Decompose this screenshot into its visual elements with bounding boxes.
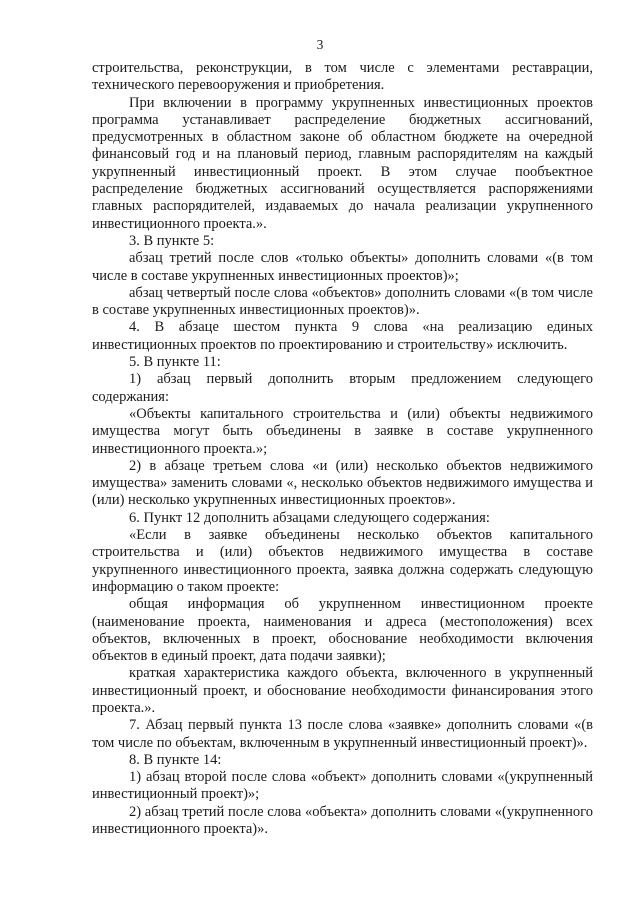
paragraph: 2) в абзаце третьем слова «и (или) несколько объектов недвижимого имущества» заменить словами «, несколько объектов недвижимого имущества и (или) несколько укрупненных инвестиционных проектов». — [92, 457, 593, 509]
paragraph: «Если в заявке объединены несколько объектов капитального строительства и (или) объектов недвижимого имущества в составе укрупненного инвестиционного проекта, заявка должна содержать следующую информацию о таком проекте: — [92, 527, 593, 595]
paragraph: общая информация об укрупненном инвестиционном проекте (наименование проекта, наименования и адреса (местоположения) всех объектов, включенных в проект, обоснование необходимости включения объектов в единый проект, дата подачи заявки); — [92, 596, 593, 665]
paragraph: краткая характеристика каждого объекта, включенного в укрупненный инвестиционный проект, и обоснование необходимости финансирования этого проекта.». — [92, 665, 593, 716]
paragraph: 1) абзац второй после слова «объект» дополнить словами «(укрупненный инвестиционный проект)»; — [92, 769, 593, 803]
paragraph: 2) абзац третий после слова «объекта» дополнить словами «(укрупненного инвестиционного проекта)». — [92, 803, 593, 838]
paragraph: 8. В пункте 14: — [129, 751, 222, 768]
paragraph: 6. Пункт 12 дополнить абзацами следующего содержания: — [129, 509, 490, 526]
paragraph: При включении в программу укрупненных инвестиционных проектов программа устанавливает распределение бюджетных ассигнований, предусмотренных в областном законе об областном бюджете на очередной финансовый год и на плановый период, главным распорядителям на каждый укрупненный инвестиционный проект. В этом случае пообъектное распределение бюджетных ассигнований осуществляется распоряжениями главных распорядителей, издаваемых до начала реализации укрупненного инвестиционного проекта.». — [92, 94, 593, 232]
paragraph: строительства, реконструкции, в том числе с элементами реставрации, технического перевооружения и приобретения. — [92, 60, 593, 94]
paragraph: абзац четвертый после слова «объектов» дополнить словами «(в том числе в составе укрупненных инвестиционных проектов)». — [92, 284, 593, 319]
paragraph: «Объекты капитального строительства и (или) объекты недвижимого имущества могут быть объединены в заявке в составе укрупненного инвестиционного проекта.»; — [92, 405, 593, 457]
document-body — [92, 60, 593, 838]
paragraph: 4. В абзаце шестом пункта 9 слова «на реализацию единых инвестиционных проектов по проектированию и строительству» исключить. — [92, 319, 593, 353]
page-number: 3 — [316, 37, 324, 52]
paragraph: 5. В пункте 11: — [129, 354, 221, 371]
paragraph: 7. Абзац первый пункта 13 после слова «заявке» дополнить словами «(в том числе по объектам, включенным в укрупненный инвестиционный проект)». — [92, 717, 593, 751]
paragraph: 1) абзац первый дополнить вторым предложением следующего содержания: — [92, 371, 593, 405]
paragraph: абзац третий после слов «только объекты» дополнить словами «(в том числе в составе укрупненных инвестиционных проектов)»; — [92, 250, 593, 284]
paragraph: 3. В пункте 5: — [129, 232, 215, 249]
